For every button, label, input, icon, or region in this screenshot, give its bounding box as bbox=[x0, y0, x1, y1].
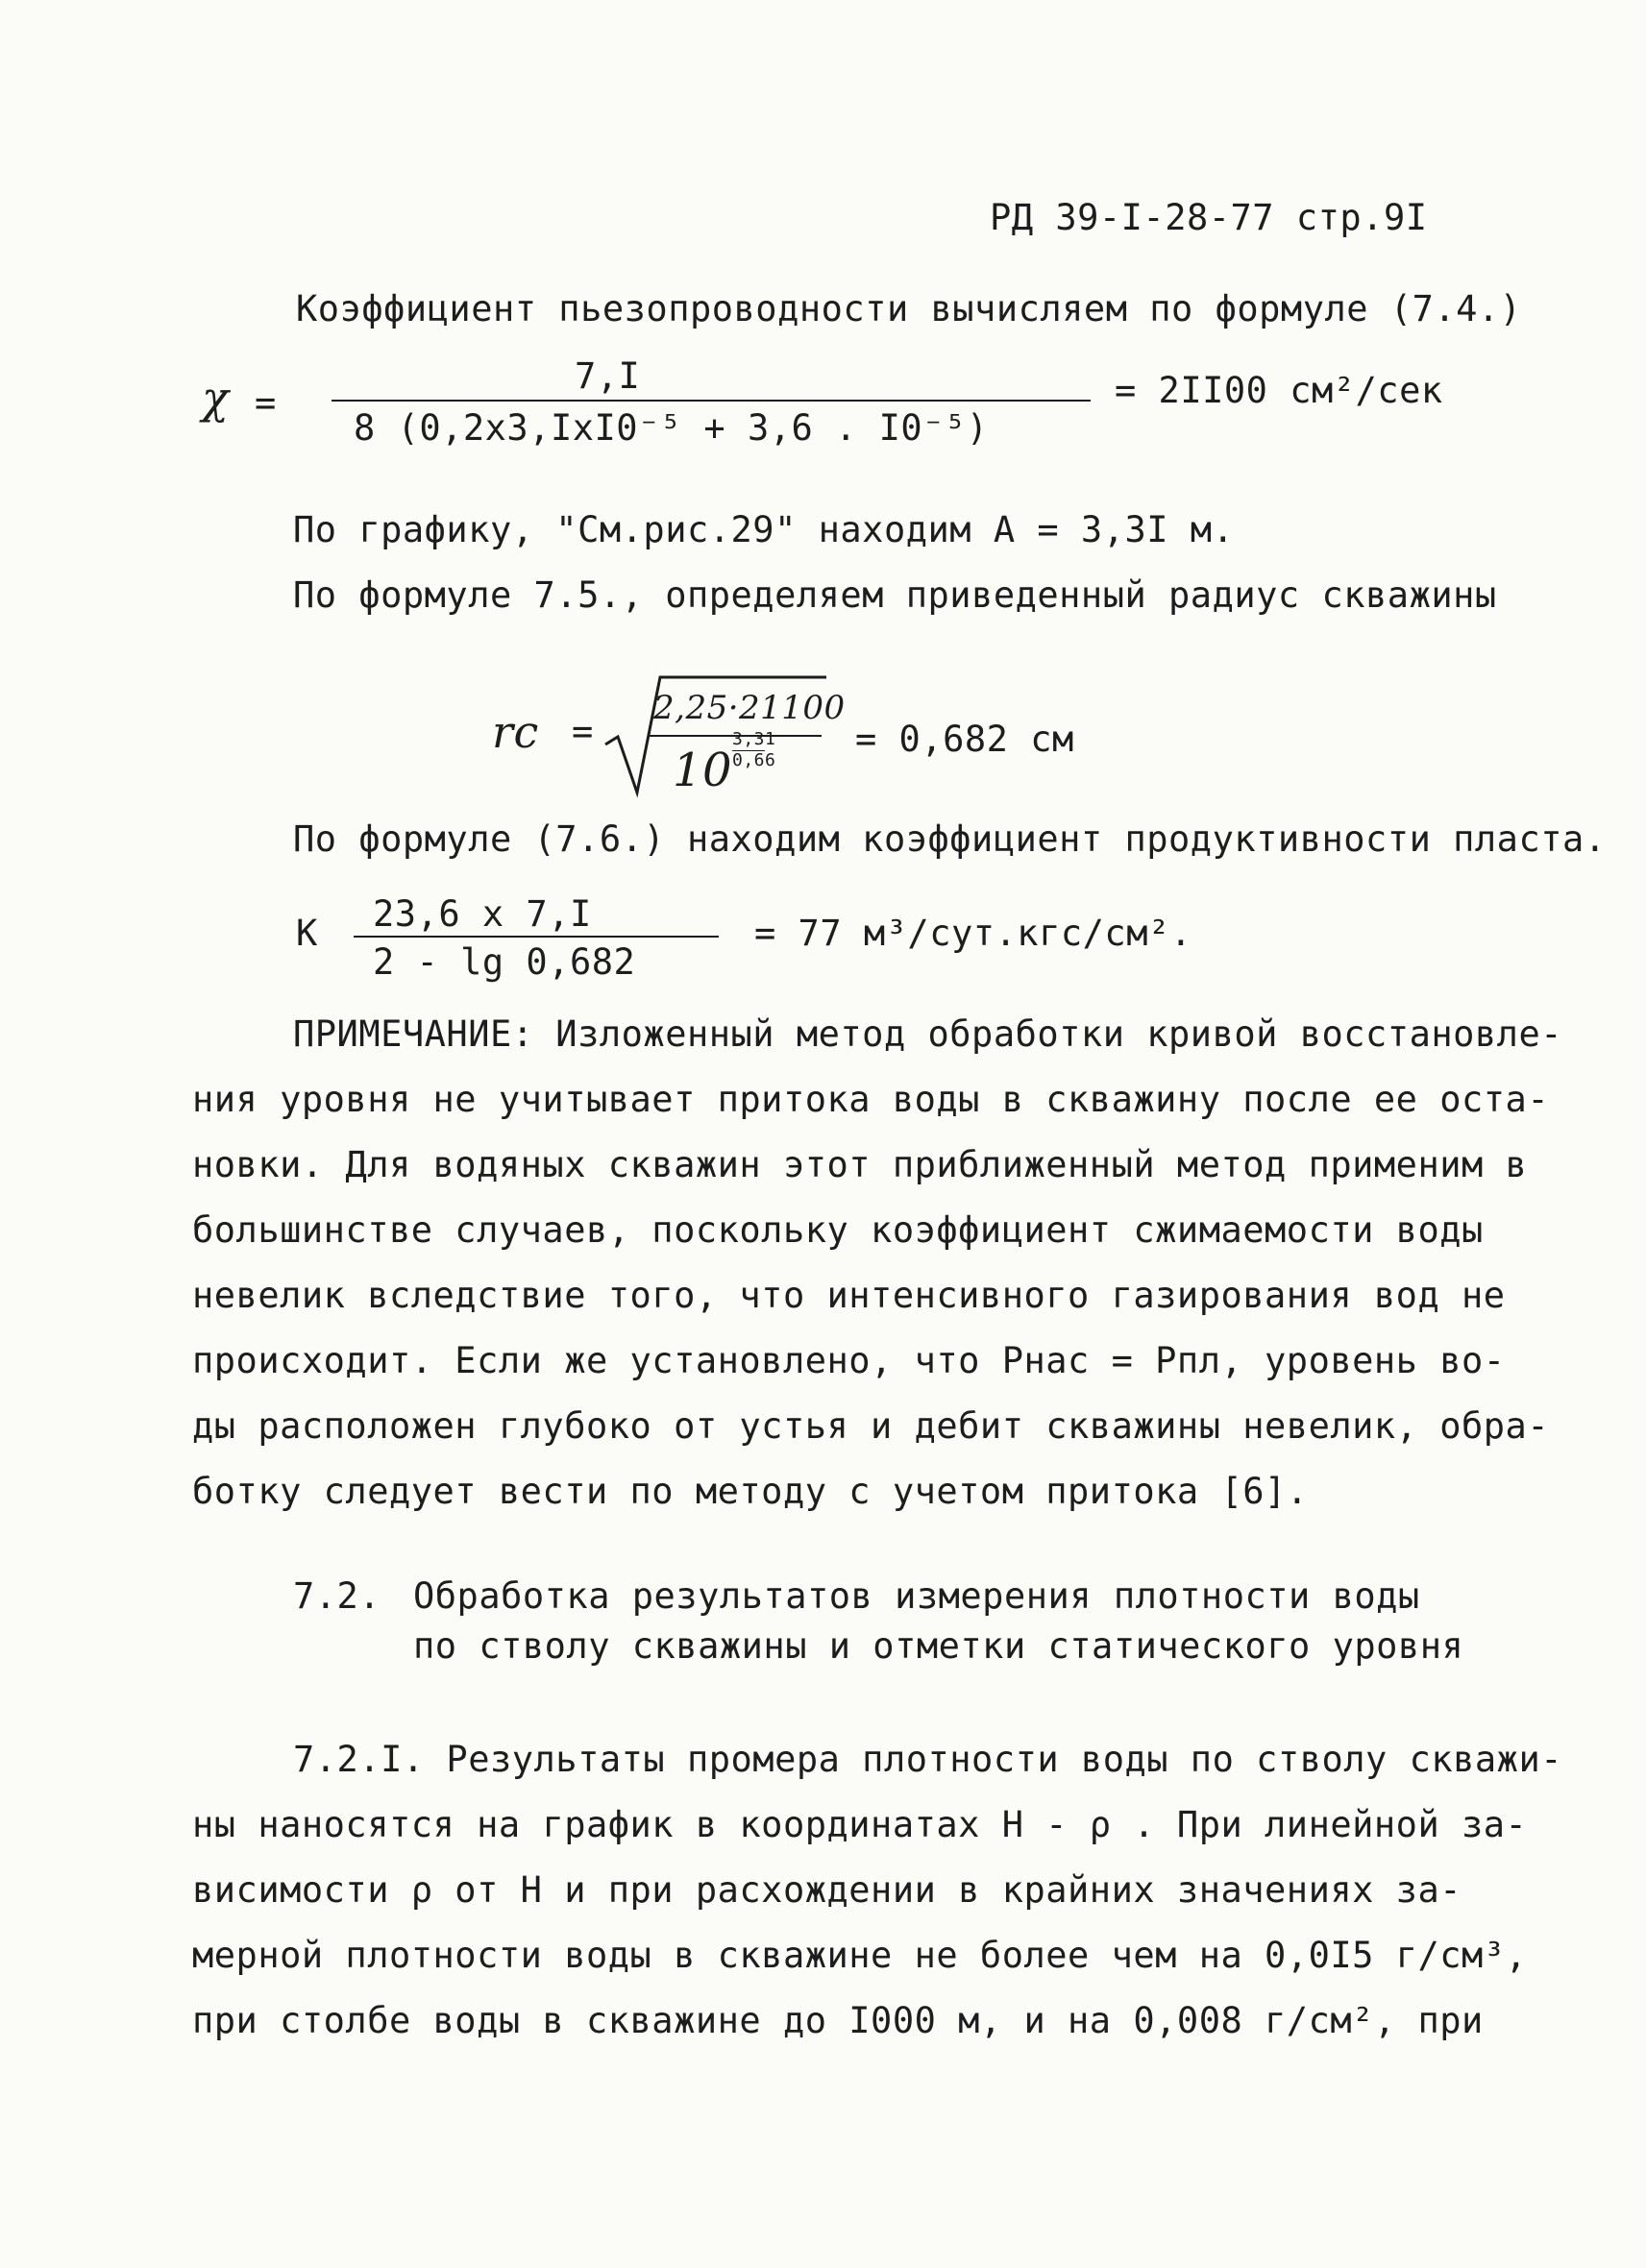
note-line: ботку следует вести по методу с учетом притока [6]. bbox=[192, 1471, 1309, 1512]
note-line: ды расположен глубоко от устья и дебит скважины невелик, обра- bbox=[192, 1405, 1550, 1447]
note-line: ПРИМЕЧАНИЕ: Изложенный метод обработки кривой восстановле- bbox=[293, 1013, 1563, 1055]
note-line: невелик вследствие того, что интенсивного газирования вод не bbox=[192, 1275, 1506, 1316]
paragraph-line: при столбе воды в скважине до I000 м, и на 0,008 г/см², при bbox=[192, 2000, 1484, 2041]
chi-result: = 2II00 см²/сек bbox=[1115, 370, 1443, 411]
note-line: происходит. Если же установлено, что Pнас = Pпл, уровень во- bbox=[192, 1340, 1506, 1381]
rc-numerator: 2,25·21100 bbox=[653, 689, 846, 727]
section-title-line: Обработка результатов измерения плотности воды bbox=[413, 1575, 1420, 1617]
paragraph-line: ны наносятся на график в координатах H - ρ . При линейной за- bbox=[192, 1804, 1528, 1845]
rc-intro: По формуле 7.5., определяем приведенный радиус скважины bbox=[293, 574, 1497, 616]
k-fraction-bar bbox=[354, 936, 719, 938]
k-numerator: 23,6 x 7,I bbox=[373, 893, 592, 935]
rc-eq: = bbox=[572, 711, 594, 752]
k-intro: По формуле (7.6.) находим коэффициент продуктивности пласта. bbox=[293, 818, 1607, 860]
doc-reference: РД 39-I-28-77 стр.9I bbox=[990, 197, 1428, 238]
section-title-line: по стволу скважины и отметки статического уровня bbox=[413, 1625, 1464, 1667]
rc-denominator-base: 10 bbox=[673, 744, 733, 797]
rc-result: = 0,682 см bbox=[855, 719, 1074, 760]
chi-denominator: 8 (0,2x3,IxI0⁻⁵ + 3,6 . I0⁻⁵) bbox=[354, 407, 989, 449]
paragraph-line: висимости ρ от H и при расхождении в крайних значениях за- bbox=[192, 1869, 1462, 1911]
note-line: большинстве случаев, поскольку коэффициент сжимаемости воды bbox=[192, 1209, 1484, 1251]
paragraph-line: 7.2.I. Результаты промера плотности воды по стволу скважи- bbox=[293, 1739, 1563, 1780]
k-result: = 77 м³/сут.кгс/см². bbox=[754, 913, 1192, 954]
chi-fraction-bar bbox=[332, 400, 1091, 402]
k-symbol: K bbox=[296, 913, 318, 954]
chi-numerator: 7,I bbox=[575, 355, 641, 397]
graph-reading: По графику, "См.рис.29" находим A = 3,3I м. bbox=[293, 509, 1235, 550]
rc-exponent-numerator: 3,31 bbox=[732, 729, 776, 749]
chi-symbol: χ bbox=[202, 372, 230, 424]
chi-eq: = bbox=[255, 382, 277, 424]
chi-intro: Коэффициент пьезопроводности вычисляем по формуле (7.4.) bbox=[296, 288, 1522, 329]
rc-symbol: rc bbox=[492, 706, 539, 758]
k-denominator: 2 - lg 0,682 bbox=[373, 941, 636, 983]
note-line: новки. Для водяных скважин этот приближенный метод применим в bbox=[192, 1144, 1528, 1185]
note-line: ния уровня не учитывает притока воды в скважину после ее оста- bbox=[192, 1079, 1550, 1120]
rc-exponent-denominator: 0,66 bbox=[732, 750, 776, 770]
section-number: 7.2. bbox=[293, 1575, 381, 1617]
paragraph-line: мерной плотности воды в скважине не более чем на 0,0I5 г/см³, bbox=[192, 1935, 1528, 1976]
